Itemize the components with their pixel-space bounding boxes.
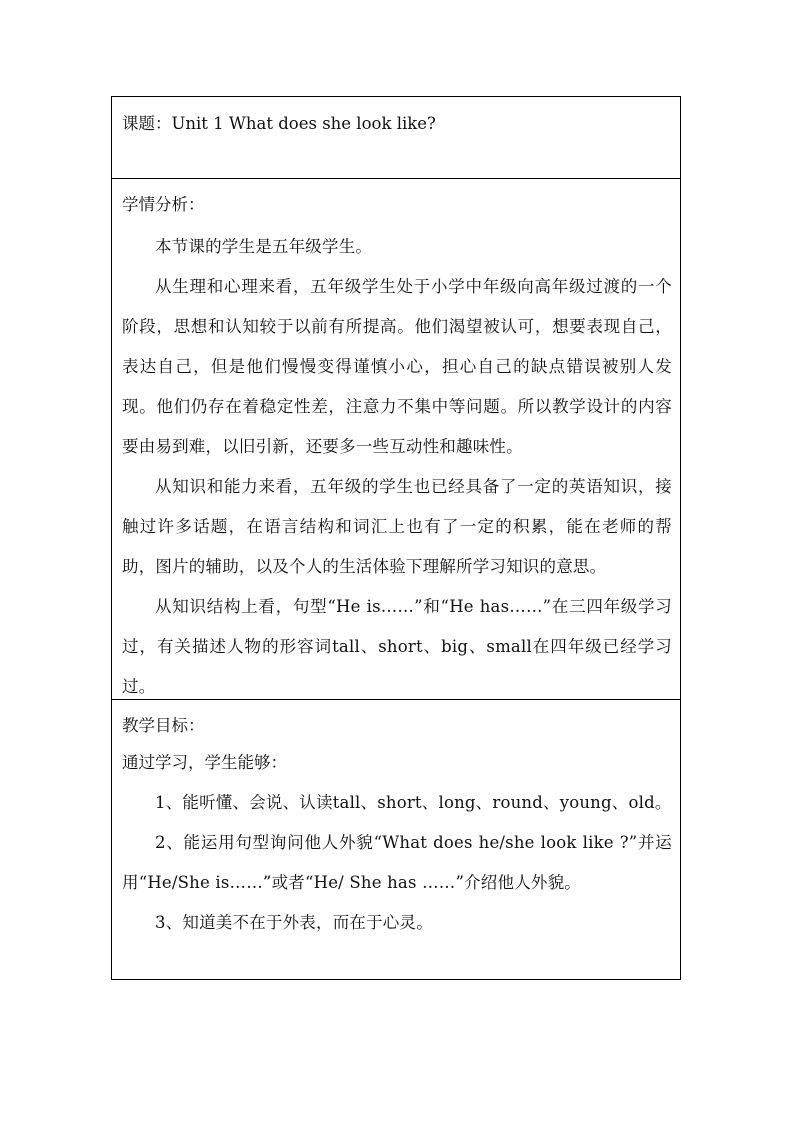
goals-heading: 教学目标： [122, 716, 205, 735]
goals-intro: 通过学习，学生能够： [122, 753, 287, 772]
analysis-paragraph: 本节课的学生是五年级学生。 [155, 237, 373, 256]
analysis-paragraph: 从知识结构上看，句型“He is……”和“He has……”在三四年级学习过，有关描述人物的形容词tall、short、big、small在四年级已经学习过。 [122, 597, 672, 696]
analysis-heading: 学情分析： [122, 195, 205, 214]
student-analysis-cell [112, 178, 680, 699]
teaching-goals-cell [112, 699, 680, 979]
lesson-title: 课题：Unit 1 What does she look like? [122, 114, 436, 133]
goal-item: 1、能听懂、会说、认读tall、short、long、round、young、old。 [155, 793, 672, 812]
goal-item: 3、知道美不在于外表，而在于心灵。 [155, 913, 433, 932]
analysis-paragraph: 从生理和心理来看，五年级学生处于小学中年级向高年级过渡的一个阶段，思想和认知较于以前有所提高。他们渴望被认可，想要表现自己，表达自己，但是他们慢慢变得谨慎小心，担心自己的缺点错误被别人发现。他们仍存在着稳定性差，注意力不集中等问题。所以教学设计的内容要由易到难，以旧引新，还要多一些互动性和趣味性。 [122, 277, 672, 456]
lesson-plan-table [111, 96, 681, 980]
goal-item: 2、能运用句型询问他人外貌“What does he/she look like ?”并运用“He/She is……”或者“He/ She has ……”介绍他人外貌。 [122, 833, 672, 892]
lesson-title-cell [112, 97, 680, 178]
analysis-paragraph: 从知识和能力来看，五年级的学生也已经具备了一定的英语知识，接触过许多话题，在语言结构和词汇上也有了一定的积累，能在老师的帮助，图片的辅助，以及个人的生活体验下理解所学习知识的意思。 [122, 477, 672, 576]
